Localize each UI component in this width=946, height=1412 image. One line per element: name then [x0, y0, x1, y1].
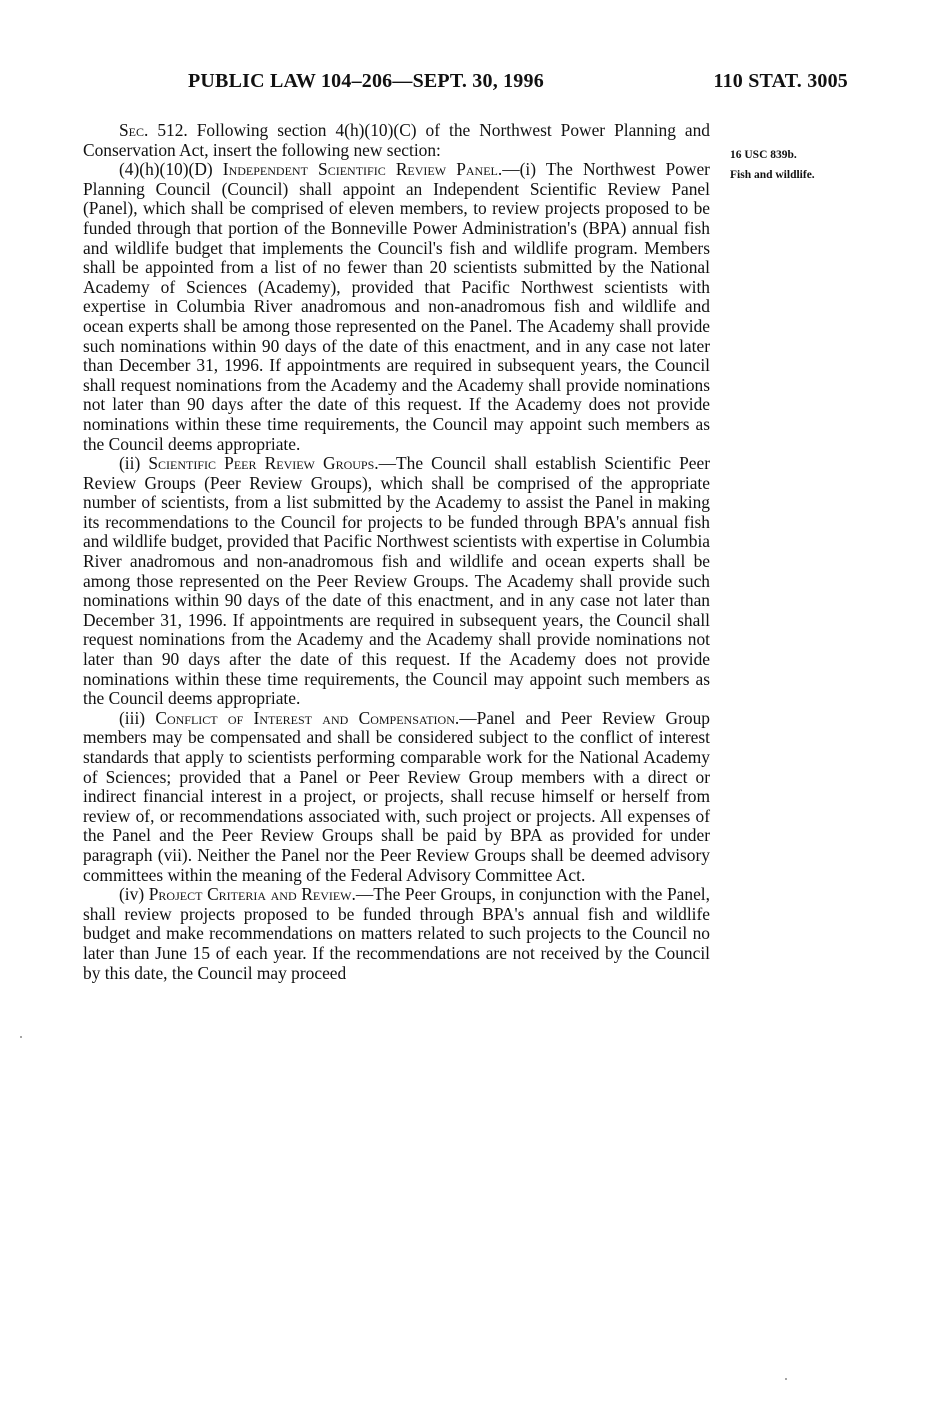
paragraph-text: —The Peer Groups, in conjunction with the Panel, shall review projects proposed to be funded through BPA's annual fish and wildlife budget and make recommendations on matters related to such projects to the Council no later than June 15 of each year. If the recommendations are not received by the Council by this date, the Council may proceed	[83, 884, 710, 983]
header-statute-page: 110 STAT. 3005	[713, 70, 848, 92]
paragraph-sec-512	[83, 121, 710, 160]
paragraph-text: 512. Following section 4(h)(10)(C) of the Northwest Power Planning and Conservation Act, insert the following new section:	[83, 120, 710, 160]
paragraph-prefix: (ii)	[119, 453, 149, 474]
paragraph-prefix: (iv)	[119, 884, 149, 905]
paragraph-heading: Independent Scientific Review Panel.	[222, 159, 503, 180]
paragraph-text: —Panel and Peer Review Group members may be compensated and shall be considered subject to the conflict of interest standards that apply to scientists performing comparable work for the National Academy of Sciences; provided that a Panel or Peer Review Group members with a direct or indirect financial interest in a project, or projects, shall recuse himself or herself from review of, or recommendations associated with, such project or projects. All expenses of the Panel and the Peer Review Groups shall be paid by BPA as provided for under paragraph (vii). Neither the Panel nor the Peer Review Groups shall be deemed advisory committees within the meaning of the Federal Advisory Committee Act.	[83, 707, 710, 885]
paragraph-project-criteria	[83, 885, 710, 983]
paragraph-independent-panel	[83, 160, 710, 454]
margin-notes	[730, 146, 890, 185]
paragraph-prefix: (4)(h)(10)(D)	[119, 159, 223, 180]
paragraph-heading: Conflict of Interest and Compensation.	[155, 707, 460, 728]
paragraph-text: —(i) The Northwest Power Planning Council (Council) shall appoint an Independent Scientific Review Panel (Panel), which shall be comprised of eleven members, to review projects proposed to be funded through that portion of the Bonneville Power Administration's (BPA) annual fish and wildlife budget that implements the Council's fish and wildlife program. Members shall be appointed from a list of no fewer than 20 scientists submitted by the National Academy of Sciences (Academy), provided that Pacific Northwest scientists with expertise in Columbia River anadromous and non-anadromous fish and wildlife and ocean experts shall be among those represented on the Panel. The Academy shall provide such nominations within 90 days of the date of this enactment, and in any case not later than December 31, 1996. If appointments are required in subsequent years, the Council shall request nominations from the Academy and the Academy shall provide nominations not later than 90 days after the date of this request. If the Academy does not provide nominations within these time requirements, the Council may appoint such members as the Council deems appropriate.	[83, 159, 710, 454]
scan-speck	[785, 1378, 787, 1380]
body-text	[83, 121, 710, 983]
scan-speck	[20, 1036, 22, 1038]
paragraph-prefix: (iii)	[119, 707, 156, 728]
header-public-law: PUBLIC LAW 104–206—SEPT. 30, 1996	[188, 70, 544, 92]
running-header	[188, 70, 848, 100]
margin-note-usc-citation: 16 USC 839b.	[730, 149, 797, 161]
paragraph-peer-review-groups	[83, 454, 710, 709]
section-label: Sec.	[119, 120, 149, 140]
margin-note-subject: Fish and wildlife.	[730, 168, 815, 181]
paragraph-heading: Scientific Peer Review Groups.	[148, 453, 379, 474]
paragraph-text: —The Council shall establish Scientific Peer Review Groups (Peer Review Groups), which shall be comprised of the appropriate number of scientists, from a list submitted by the Academy to assist the Panel in making its recommendations to the Council for projects to be funded through BPA's annual fish and wildlife budget, provided that Pacific Northwest scientists with expertise in Columbia River anadromous and non-anadromous fish and wildlife and ocean experts shall be among those represented on the Peer Review Groups. The Academy shall provide such nominations within 90 days of the date of this enactment, and in any case not later than December 31, 1996. If appointments are required in subsequent years, the Council shall request nominations from the Academy and the Academy shall provide nominations not later than 90 days after the date of this request. If the Academy does not provide nominations within these time requirements, the Council may appoint such members as the Council deems appropriate.	[83, 453, 710, 709]
paragraph-heading: Project Criteria and Review.	[148, 884, 356, 905]
paragraph-conflict-of-interest	[83, 709, 710, 885]
